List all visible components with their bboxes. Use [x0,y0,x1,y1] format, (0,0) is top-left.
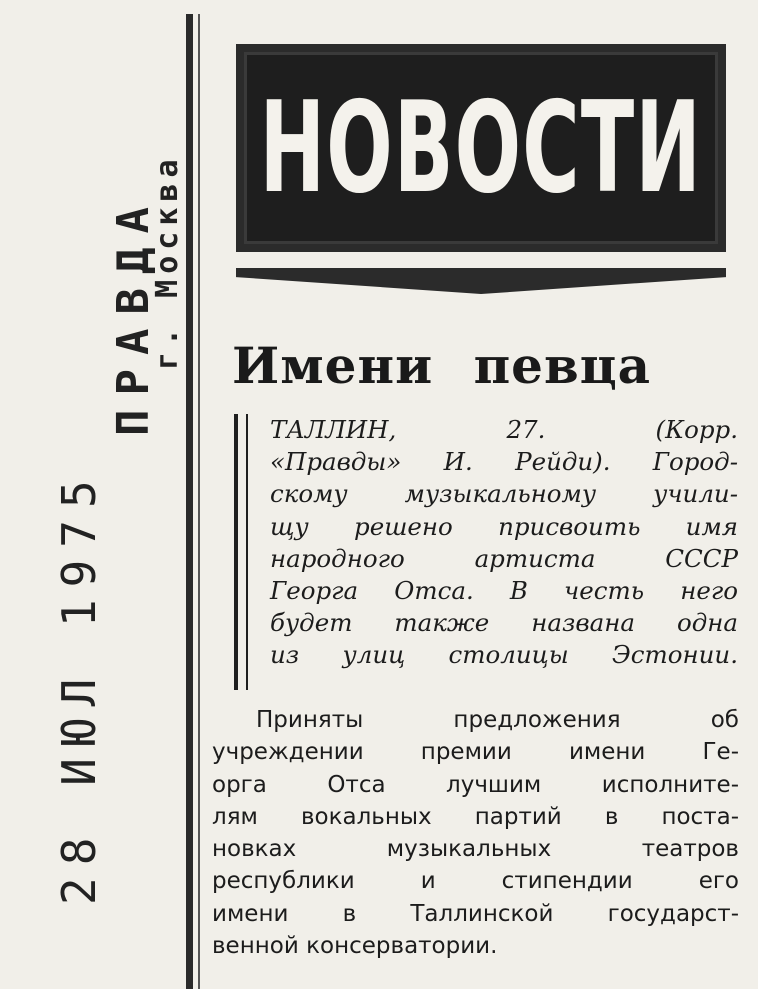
lead-line: «Правды» И. Рейди). Город- [270,447,738,477]
archive-stamp [0,0,196,989]
article-body [212,704,739,962]
masthead-frame [244,52,718,244]
lead-line: из улиц столицы Эстонии. [270,640,738,670]
article-headline: Имени певца [232,336,652,395]
body-line: имени в Таллинской государст- [212,900,739,927]
body-line: учреждении премии имени Ге- [212,739,739,766]
lead-line: ТАЛЛИН, 27. (Корр. [270,415,738,444]
body-line: венной консерватории. [212,933,498,960]
stamp-newspaper-name: ПРАВДА [108,193,159,436]
stamp-city: г. Москва [150,153,185,370]
body-line: орга Отса лучшим исполните- [212,771,739,798]
masthead-underbar [236,268,726,294]
column-rule-thin [198,14,200,989]
body-line: лям вокальных партий в поста- [212,803,739,830]
stamp-date: 28 ИЮЛ 1975 [52,468,106,905]
column-rule [186,14,193,989]
article-lead [270,414,738,672]
body-line: республики и стипендии его [212,868,739,895]
lead-line: скому музыкальному учили- [270,479,738,509]
lead-line: Георга Отса. В честь него [270,576,738,606]
section-masthead [236,44,726,252]
lead-line: щу решено присвоить имя [270,511,738,541]
lead-double-rule [234,414,248,690]
masthead-title: НОВОСТИ [259,74,703,221]
body-line: новках музыкальных театров [212,836,739,863]
lead-line: будет также названа одна [270,608,738,638]
body-line: Приняты предложения об [256,707,739,733]
lead-line: народного артиста СССР [270,543,738,573]
